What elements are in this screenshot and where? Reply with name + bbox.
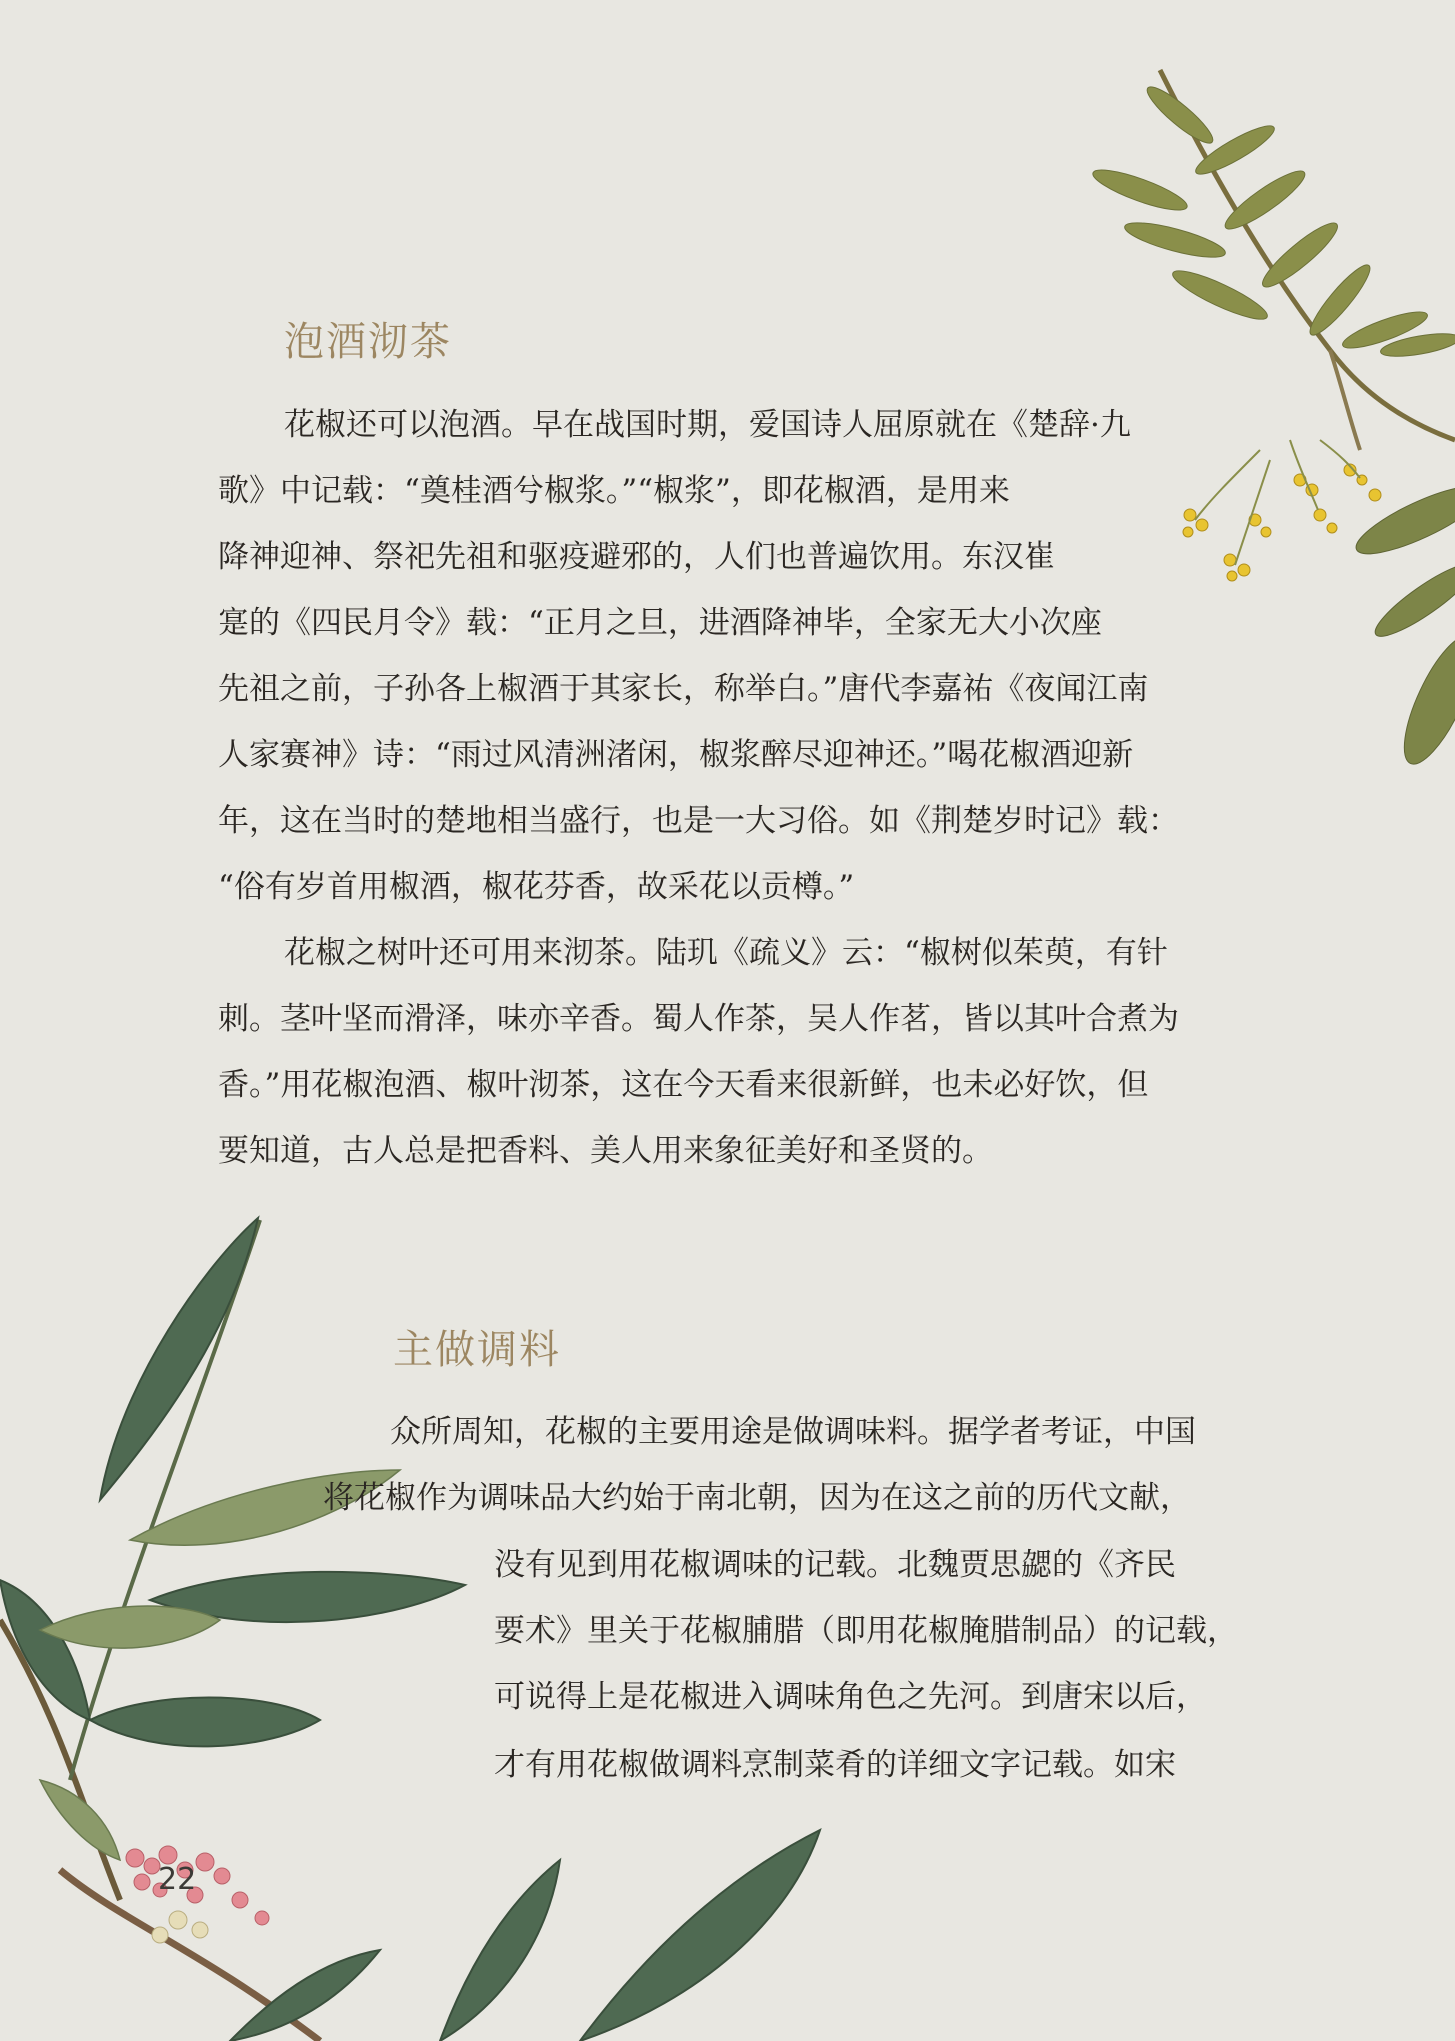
paragraph-line: 先祖之前，子孙各上椒酒于其家长，称举白。”唐代李嘉祐《夜闻江南 — [218, 671, 1149, 707]
paragraph-line: 要术》里关于花椒脯腊（即用花椒腌腊制品）的记载， — [494, 1613, 1238, 1649]
paragraph-line: 刺。茎叶坚而滑泽，味亦辛香。蜀人作茶，吴人作茗，皆以其叶合煮为 — [218, 1001, 1179, 1037]
paragraph-line: 可说得上是花椒进入调味角色之先河。到唐宋以后， — [494, 1679, 1207, 1715]
paragraph-line: 没有见到用花椒调味的记载。北魏贾思勰的《齐民 — [494, 1547, 1176, 1583]
section-heading-pao-jiu-qi-cha: 泡酒沏茶 — [284, 319, 452, 365]
paragraph-line: 年，这在当时的楚地相当盛行，也是一大习俗。如《荆楚岁时记》载： — [218, 803, 1179, 839]
paragraph-line: 将花椒作为调味品大约始于南北朝，因为在这之前的历代文献， — [323, 1480, 1191, 1516]
paragraph-line: “俗有岁首用椒酒，椒花芬香，故采花以贡樽。” — [218, 869, 855, 905]
paragraph-line: 众所周知，花椒的主要用途是做调味料。据学者考证，中国 — [390, 1414, 1196, 1450]
page-number: 22 — [158, 1862, 197, 1897]
paragraph-line: 花椒还可以泡酒。早在战国时期，爱国诗人屈原就在《楚辞·九 — [284, 407, 1131, 443]
paragraph-line: 要知道，古人总是把香料、美人用来象征美好和圣贤的。 — [218, 1133, 993, 1169]
paragraph-line: 歌》中记载：“奠桂酒兮椒浆。”“椒浆”，即花椒酒，是用来 — [218, 473, 1010, 509]
paragraph-line: 降神迎神、祭祀先祖和驱疫避邪的，人们也普遍饮用。东汉崔 — [218, 539, 1055, 575]
paragraph-line: 花椒之树叶还可用来沏茶。陆玑《疏义》云：“椒树似茱萸，有针 — [284, 935, 1168, 971]
section-heading-zhu-zuo-tiao-liao: 主做调料 — [393, 1327, 561, 1373]
pepper-branch-top-right-icon — [1089, 70, 1455, 773]
paragraph-line: 寔的《四民月令》载：“正月之旦，进酒降神毕，全家无大小次座 — [218, 605, 1102, 641]
paragraph-line: 香。”用花椒泡酒、椒叶沏茶，这在今天看来很新鲜，也未必好饮，但 — [218, 1067, 1149, 1103]
paragraph-line: 才有用花椒做调料烹制菜肴的详细文字记载。如宋 — [494, 1747, 1176, 1783]
paragraph-line: 人家赛神》诗：“雨过风清洲渚闲，椒浆醉尽迎神还。”喝花椒酒迎新 — [218, 737, 1134, 773]
